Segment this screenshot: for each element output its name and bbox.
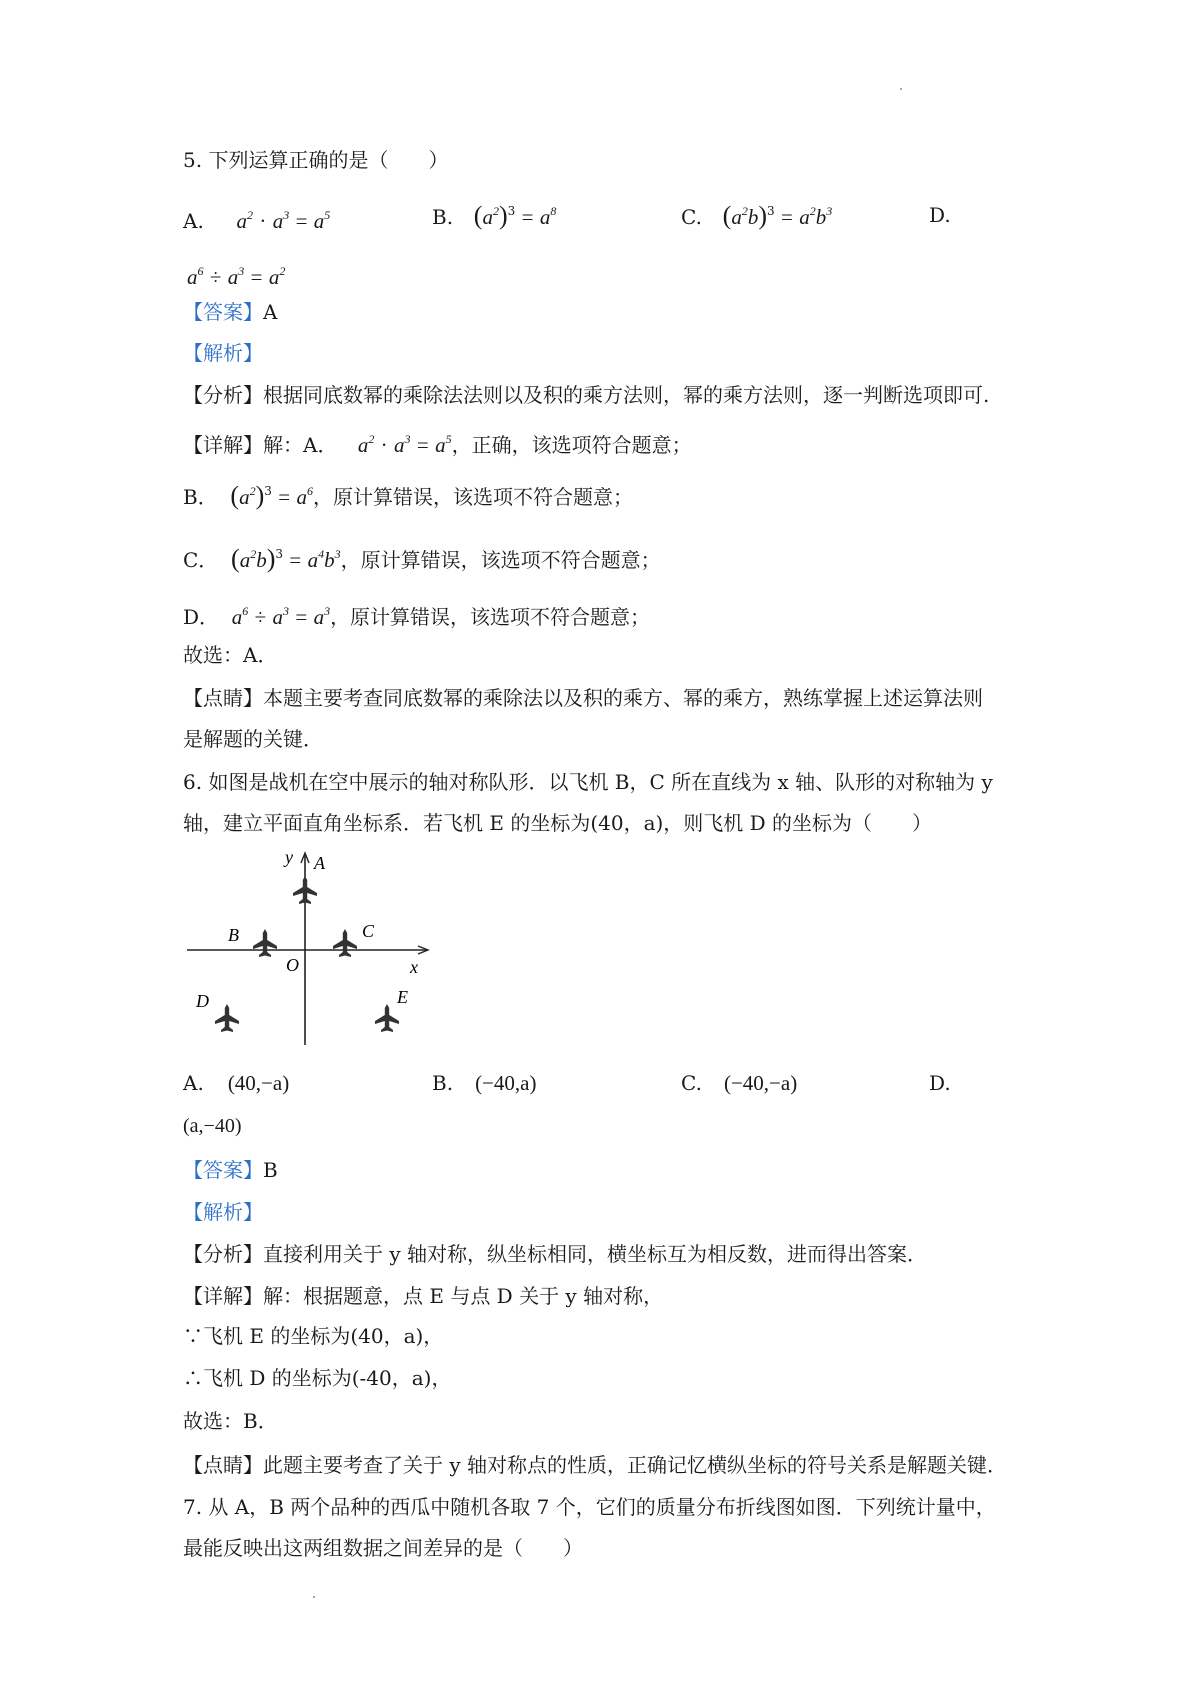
label-o: O [286, 955, 299, 975]
q6-fenxi [183, 1240, 927, 1268]
q6-stem-1: 6. 如图是战机在空中展示的轴对称队形．以飞机 B，C 所在直线为 x 轴、队形的对称轴为 y [183, 770, 993, 794]
label-x: x [410, 957, 418, 977]
q6-option-b: B. (−40,a) [432, 1071, 537, 1095]
q5-xiangjie-d: D． $a^6 \div a^3 = a^3$，原计算错误，该选项不符合题意； [183, 604, 651, 629]
q5-analysis-tag: 【解析】 [183, 341, 263, 365]
q5-answer [183, 298, 277, 326]
plane-e-icon [375, 1004, 399, 1032]
dianjing-tag: 【点睛】 [183, 1453, 263, 1477]
q7-stem-2: 最能反映出这两组数据之间差异的是（ ） [183, 1536, 583, 1560]
dianjing-text: 此题主要考查了关于 y 轴对称点的性质，正确记忆横纵坐标的符号关系是解题关键． [263, 1453, 1008, 1477]
q6-answer [183, 1156, 278, 1184]
label-a: A [314, 853, 325, 873]
q6-option-c: C. (−40,−a) [681, 1071, 798, 1095]
q5-option-c: C. $(a^2b)^3 = a^2b^3$ [681, 201, 833, 230]
scan-speck [900, 88, 902, 90]
q5-option-d: D. [929, 203, 951, 227]
q6-opt-a-value: (40,−a) [227, 1071, 290, 1095]
fenxi-text: 根据同底数幂的乘除法法则以及积的乘方法则，幂的乘方法则，逐一判断选项即可. [263, 383, 990, 407]
fenxi-text: 直接利用关于 y 轴对称，纵坐标相同，横坐标互为相反数，进而得出答案． [263, 1242, 928, 1266]
a-comment: ，正确，该选项符合题意； [451, 433, 692, 457]
xiangjie-intro: 解：A． [263, 433, 338, 457]
answer-value: B [263, 1158, 278, 1182]
q5-option-b: B. $(a^2)^3 = a^8$ [432, 201, 557, 230]
answer-tag: 【答案】 [183, 300, 263, 324]
c-comment: ，原计算错误，该选项不符合题意； [340, 548, 661, 572]
answer-tag: 【答案】 [183, 1158, 263, 1182]
formation-figure [182, 845, 442, 1060]
xiangjie-tag: 【详解】 [183, 1284, 263, 1308]
q5-fenxi [183, 381, 989, 409]
q6-therefore: ∴飞机 D 的坐标为(-40，a)， [183, 1366, 452, 1390]
plane-c-icon [333, 929, 357, 957]
q6-stem-2: 轴，建立平面直角坐标系．若飞机 E 的坐标为(40，a)，则飞机 D 的坐标为（ ） [183, 811, 933, 835]
fenxi-tag: 【分析】 [183, 1242, 263, 1266]
q6-opt-b-value: (−40,a) [475, 1071, 537, 1095]
label-c: C [362, 921, 375, 941]
scan-speck [313, 1596, 315, 1598]
dianjing-tag: 【点睛】 [183, 686, 263, 710]
plane-b-icon [253, 929, 277, 957]
label-d: D [196, 991, 209, 1011]
q5-option-d-expr: $a^6 \div a^3 = a^2$ [187, 264, 286, 289]
q5-dianjing-1 [183, 684, 983, 712]
q5-stem: 5. 下列运算正确的是（ ） [183, 148, 449, 172]
label-e: E [397, 987, 408, 1007]
xiangjie-text: 解：根据题意，点 E 与点 D 关于 y 轴对称， [263, 1284, 664, 1308]
q6-opt-d-value: (a,−40) [183, 1115, 242, 1137]
q5-xiangjie-b: B． $(a^2)^3 = a^6$，原计算错误，该选项不符合题意； [183, 481, 633, 510]
q6-option-a: A. (40,−a) [183, 1071, 290, 1095]
plane-a-icon [293, 876, 317, 904]
d-comment: ，原计算错误，该选项不符合题意； [330, 605, 651, 629]
q6-dianjing [183, 1451, 1007, 1479]
label-y: y [285, 847, 293, 867]
label-b: B [228, 925, 239, 945]
q5-conclusion: 故选：A． [183, 643, 278, 667]
q6-xiangjie [183, 1282, 663, 1310]
q6-option-d: D. [929, 1071, 951, 1095]
q5-xiangjie-c: C． $(a^2b)^3 = a^4b^3$，原计算错误，该选项不符合题意； [183, 544, 661, 573]
q6-conclusion: 故选：B． [183, 1409, 278, 1433]
dianjing-text: 本题主要考查同底数幂的乘除法以及积的乘方、幂的乘方，熟练掌握上述运算法则 [263, 686, 983, 710]
answer-value: A [263, 300, 278, 324]
xiangjie-tag: 【详解】 [183, 433, 263, 457]
b-comment: ，原计算错误，该选项不符合题意； [312, 485, 633, 509]
q5-option-a: A. $a^2 \cdot a^3 = a^5$ [183, 208, 331, 233]
fenxi-tag: 【分析】 [183, 383, 263, 407]
q6-opt-c-value: (−40,−a) [723, 1071, 798, 1095]
q7-stem-1: 7. 从 A，B 两个品种的西瓜中随机各取 7 个，它们的质量分布折线图如图．下列统计量中， [183, 1495, 996, 1519]
q5-dianjing-2: 是解题的关键． [183, 727, 323, 751]
q5-xiangjie-a: 【详解】解：A． $a^2 \cdot a^3 = a^5$，正确，该选项符合题意； [183, 432, 692, 457]
q6-because: ∵飞机 E 的坐标为(40，a)， [183, 1324, 444, 1348]
plane-d-icon [215, 1004, 239, 1032]
q6-analysis-tag: 【解析】 [183, 1200, 263, 1224]
